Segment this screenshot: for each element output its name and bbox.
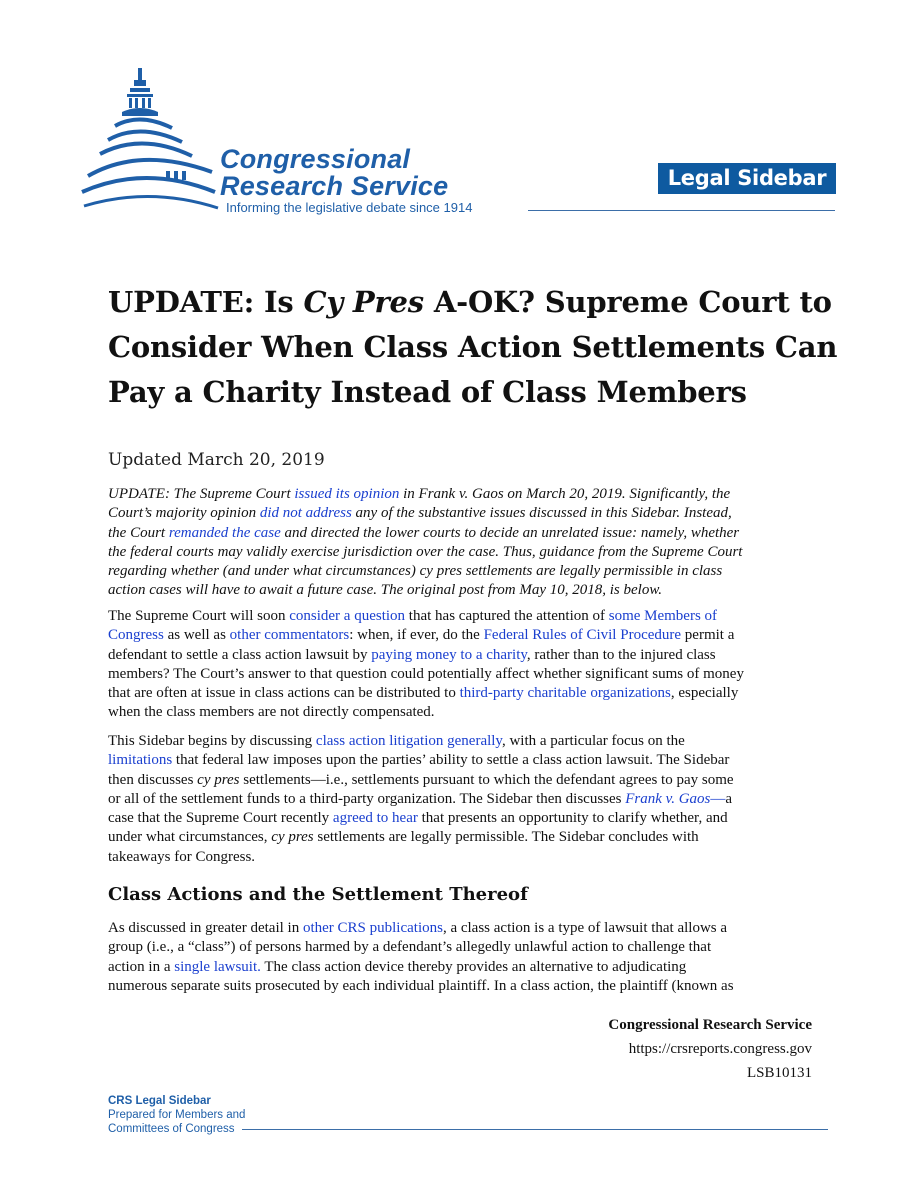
org-line-2: Research Service (220, 171, 449, 201)
paragraph1-line-2: Congress as well as other commentators: when, if ever, do the Federal Rules of Civil Procedure permit a (108, 627, 735, 644)
crs-tagline: Informing the legislative debate since 1914 (226, 200, 473, 215)
title-line-2: Consider When Class Action Settlements Can (108, 330, 838, 364)
paragraph2-line-5: case that the Supreme Court recently agreed to hear that presents an opportunity to clarify whether, and (108, 810, 728, 827)
paragraph1-line-4: members? The Court’s answer to that question could potentially affect whether significant sums of money (108, 665, 744, 682)
legal-sidebar-badge: Legal Sidebar (658, 163, 836, 194)
crs-logo (80, 68, 540, 218)
update_note-line-5: regarding whether (and under what circumstances) cy pres settlements are legally permissible in class (108, 563, 723, 580)
update_note-line-6: action cases will have to await a future case. The original post from May 10, 2018, is below. (108, 582, 662, 599)
paragraph3-line-3: action in a single lawsuit. The class action device thereby provides an alternative to adjudicating (108, 958, 687, 975)
paragraph2-line-1: This Sidebar begins by discussing class action litigation generally, with a particular focus on the (108, 733, 685, 749)
section-heading: Class Actions and the Settlement Thereof (108, 884, 528, 905)
capitol-dome-icon (80, 68, 220, 218)
hyperlink[interactable]: — (710, 790, 726, 807)
paragraph1-line-6: when the class members are not directly compensated. (108, 704, 435, 721)
title-line-3: Pay a Charity Instead of Class Members (108, 375, 747, 409)
paragraph-class-actions (108, 919, 818, 996)
hyperlink[interactable]: other CRS publications (302, 920, 443, 936)
hyperlink[interactable]: Frank v. Gaos (625, 790, 711, 807)
footer-block (608, 1013, 812, 1085)
update-note (108, 485, 818, 601)
title-italic: Cy Pres (303, 285, 424, 319)
italic-term: cy pres (271, 829, 314, 846)
italic-term: cy pres (197, 771, 240, 788)
footer-id: LSB10131 (746, 1065, 812, 1081)
hyperlink[interactable]: third-party charitable organizations (459, 685, 671, 702)
hyperlink[interactable]: paying money to a charity (371, 646, 527, 663)
bottom-label-title: CRS Legal Sidebar (108, 1095, 211, 1107)
hyperlink[interactable]: consider a question (289, 608, 406, 624)
hyperlink[interactable]: single lawsuit. (174, 958, 261, 975)
updated-date: Updated March 20, 2019 (108, 450, 325, 470)
hyperlink[interactable]: remanded the case (168, 524, 281, 541)
crs-name (220, 146, 448, 200)
hyperlink[interactable]: class action litigation generally (315, 733, 502, 749)
title-line-1: UPDATE: Is Cy Pres A-OK? Supreme Court to (108, 285, 832, 319)
update_note-line-1: UPDATE: The Supreme Court issued its opinion in Frank v. Gaos on March 20, 2019. Significantly, the (108, 486, 731, 502)
hyperlink[interactable]: did not address (259, 505, 352, 522)
update_note-line-3: the Court remanded the case and directed the lower courts to decide an unrelated issue: namely, whether (108, 524, 740, 541)
paragraph2-line-2: limitations that federal law imposes upon the parties’ ability to settle a class action lawsuit. The Sidebar (108, 752, 730, 769)
paragraph3-line-4: numerous separate suits prosecuted by each individual plaintiff. In a class action, the plaintiff (known as (108, 977, 734, 994)
paragraph3-line-1: As discussed in greater detail in other CRS publications, a class action is a type of lawsuit that allows a (108, 920, 728, 936)
footer-org: Congressional Research Service (608, 1017, 812, 1033)
tagline-rule (528, 210, 835, 211)
paragraph2-line-7: takeaways for Congress. (108, 848, 256, 865)
bottom-label-line-2: Prepared for Members and (108, 1109, 246, 1121)
bottom-label (108, 1094, 245, 1136)
hyperlink[interactable]: some Members of (608, 608, 718, 624)
bottom-rule (242, 1129, 828, 1130)
paragraph-overview (108, 732, 818, 867)
paragraph3-line-2: group (i.e., a “class”) of persons harmed by a defendant’s allegedly unlawful action to challenge that (108, 939, 712, 956)
paragraph2-line-4: or all of the settlement funds to a third-party organization. The Sidebar then discusses Frank v. Gaos—a (108, 790, 733, 807)
update_note-line-4: the federal courts may validly exercise jurisdiction over the case. Thus, guidance from the Supreme Court (108, 543, 743, 560)
hyperlink[interactable]: limitations (108, 752, 173, 769)
hyperlink[interactable]: Federal Rules of Civil Procedure (483, 627, 682, 644)
paragraph1-line-5: that are often at issue in class actions can be distributed to third-party charitable organizations, especially (108, 685, 739, 702)
footer-url[interactable]: https://crsreports.congress.gov (628, 1041, 812, 1057)
hyperlink[interactable]: other commentators (229, 627, 350, 644)
paragraph1-line-3: defendant to settle a class action lawsuit by paying money to a charity, rather than to the injured class (108, 646, 716, 663)
hyperlink[interactable]: agreed to hear (332, 810, 418, 827)
paragraph2-line-6: under what circumstances, cy pres settlements are legally permissible. The Sidebar concludes with (108, 829, 699, 846)
hyperlink[interactable]: issued its opinion (294, 486, 400, 502)
bottom-label-line-3: Committees of Congress (108, 1123, 235, 1135)
page-title (108, 280, 838, 415)
hyperlink[interactable]: Congress (108, 627, 164, 644)
paragraph-intro (108, 607, 818, 723)
paragraph1-line-1: The Supreme Court will soon consider a question that has captured the attention of some Members of (108, 608, 718, 624)
org-line-1: Congressional (220, 144, 411, 174)
update_note-line-2: Court’s majority opinion did not address any of the substantive issues discussed in this Sidebar. Instead, (108, 505, 732, 522)
paragraph2-line-3: then discusses cy pres settlements—i.e., settlements pursuant to which the defendant agrees to pay some (108, 771, 734, 788)
